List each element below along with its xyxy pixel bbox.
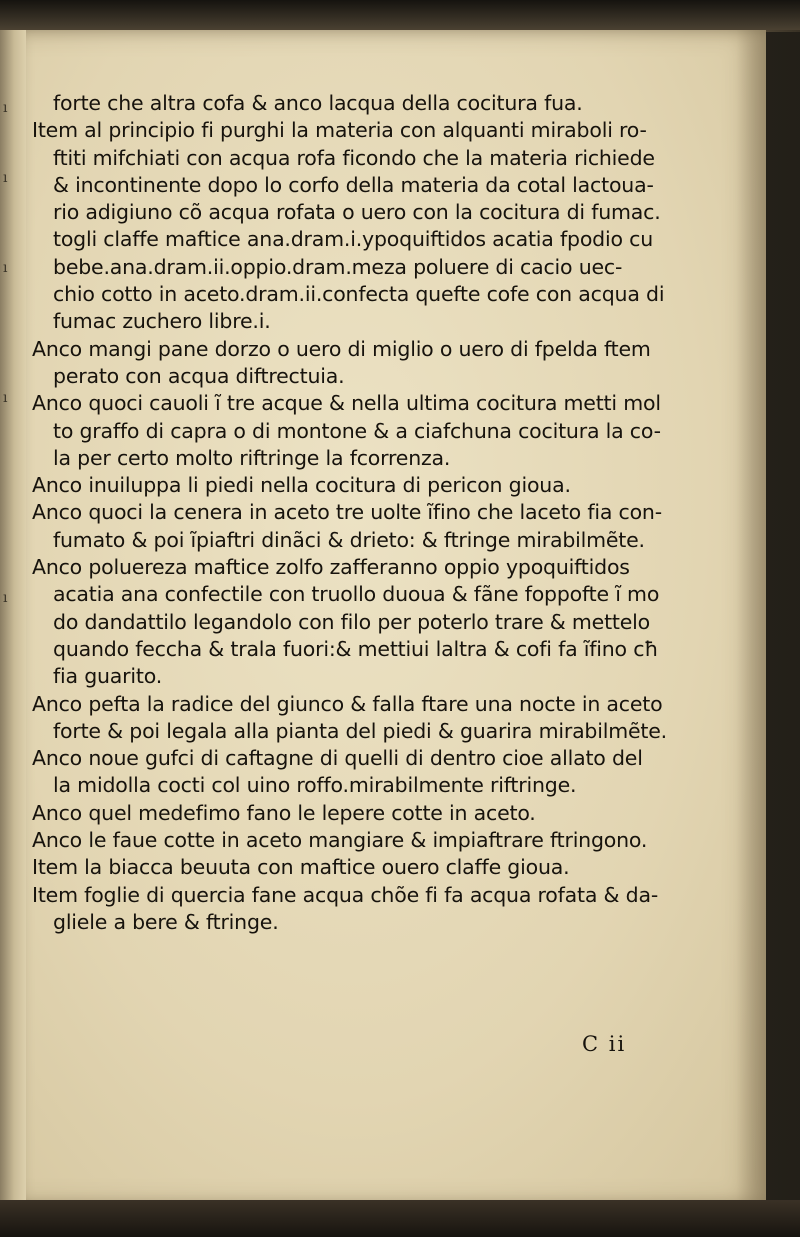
text-line: fia guarito. <box>53 664 163 689</box>
text-line: togli claffe maftice ana.dram.i.ypoquiftidos acatia fpodio cu <box>53 227 653 252</box>
text-line: to graffo di capra o di montone & a ciafchuna cocitura la co- <box>53 418 661 443</box>
gutter-mark: ı <box>3 590 8 606</box>
text-line: forte & poi legala alla pianta del piedi & guarira mirabilmẽte. <box>53 718 667 743</box>
text-line: Anco inuiluppa li piedi nella cocitura di pericon gioua. <box>32 473 571 498</box>
text-line: Anco pefta la radice del giunco & falla ftare una nocte in aceto <box>32 691 663 716</box>
text-line: fumac zuchero libre.i. <box>53 309 271 334</box>
text-line: acatia ana confectile con truollo duoua & fãne foppofte ĩ mo <box>53 582 660 607</box>
text-line: Anco le faue cotte in aceto mangiare & impiaftrare ftringono. <box>32 828 648 853</box>
text-line: chio cotto in aceto.dram.ii.confecta quefte cofe con acqua di <box>53 282 665 307</box>
gutter-mark: ı <box>3 260 8 276</box>
text-line: fumato & poi ĩpiaftri dinãci & drieto: & ftringe mirabilmẽte. <box>53 527 645 552</box>
text-line: perato con acqua diftrectuia. <box>53 363 345 388</box>
text-line: Anco quoci cauoli ĩ tre acque & nella ultima cocitura metti mol <box>32 391 661 416</box>
text-line: la midolla cocti col uino roffo.mirabilmente riftringe. <box>53 773 577 798</box>
text-line: bebe.ana.dram.ii.oppio.dram.meza poluere di cacio uec- <box>53 254 623 279</box>
gutter-mark: ı <box>3 170 8 186</box>
text-line: Anco noue gufci di caftagne di quelli di dentro cioe allato del <box>32 746 643 771</box>
text-line: Item la biacca beuuta con maftice ouero claffe gioua. <box>32 855 570 880</box>
text-line: Anco quoci la cenera in aceto tre uolte ĩfino che laceto fia con- <box>32 500 662 525</box>
text-line: Anco quel medefimo fano le lepere cotte in aceto. <box>32 800 536 825</box>
text-line: quando feccha & trala fuori:& mettiui laltra & cofi fa ĩfino cħ <box>53 636 659 661</box>
gutter-mark: ı <box>3 390 8 406</box>
page-gutter <box>0 30 26 1205</box>
top-shadow <box>0 0 800 32</box>
text-line: Item al principio fi purghi la materia con alquanti miraboli ro- <box>32 118 647 143</box>
page-edge-shadow <box>736 30 800 1205</box>
text-line: rio adigiuno cõ acqua rofata o uero con la cocitura di fumac. <box>53 200 661 225</box>
page-text-block <box>32 90 692 936</box>
text-line: forte che altra cofa & anco lacqua della cocitura fua. <box>53 91 583 115</box>
text-line: Anco mangi pane dorzo o uero di miglio o uero di fpelda ftem <box>32 336 651 361</box>
text-line: Anco poluereza maftice zolfo zafferanno oppio ypoquiftidos <box>32 555 630 580</box>
text-line: & incontinente dopo lo corfo della materia da cotal lactoua- <box>53 172 654 197</box>
text-line: gliele a bere & ftringe. <box>53 909 279 934</box>
bottom-shadow <box>0 1200 800 1237</box>
text-line: do dandattilo legandolo con filo per poterlo trare & mettelo <box>53 609 651 634</box>
signature-mark: C ii <box>582 1032 627 1056</box>
text-line: Item foglie di quercia fane acqua chõe fi fa acqua rofata & da- <box>32 882 659 907</box>
gutter-mark: ı <box>3 100 8 116</box>
text-line: ftiti mifchiati con acqua rofa ficondo che la materia richiede <box>53 145 655 170</box>
text-line: la per certo molto riftringe la fcorrenza. <box>53 445 451 470</box>
